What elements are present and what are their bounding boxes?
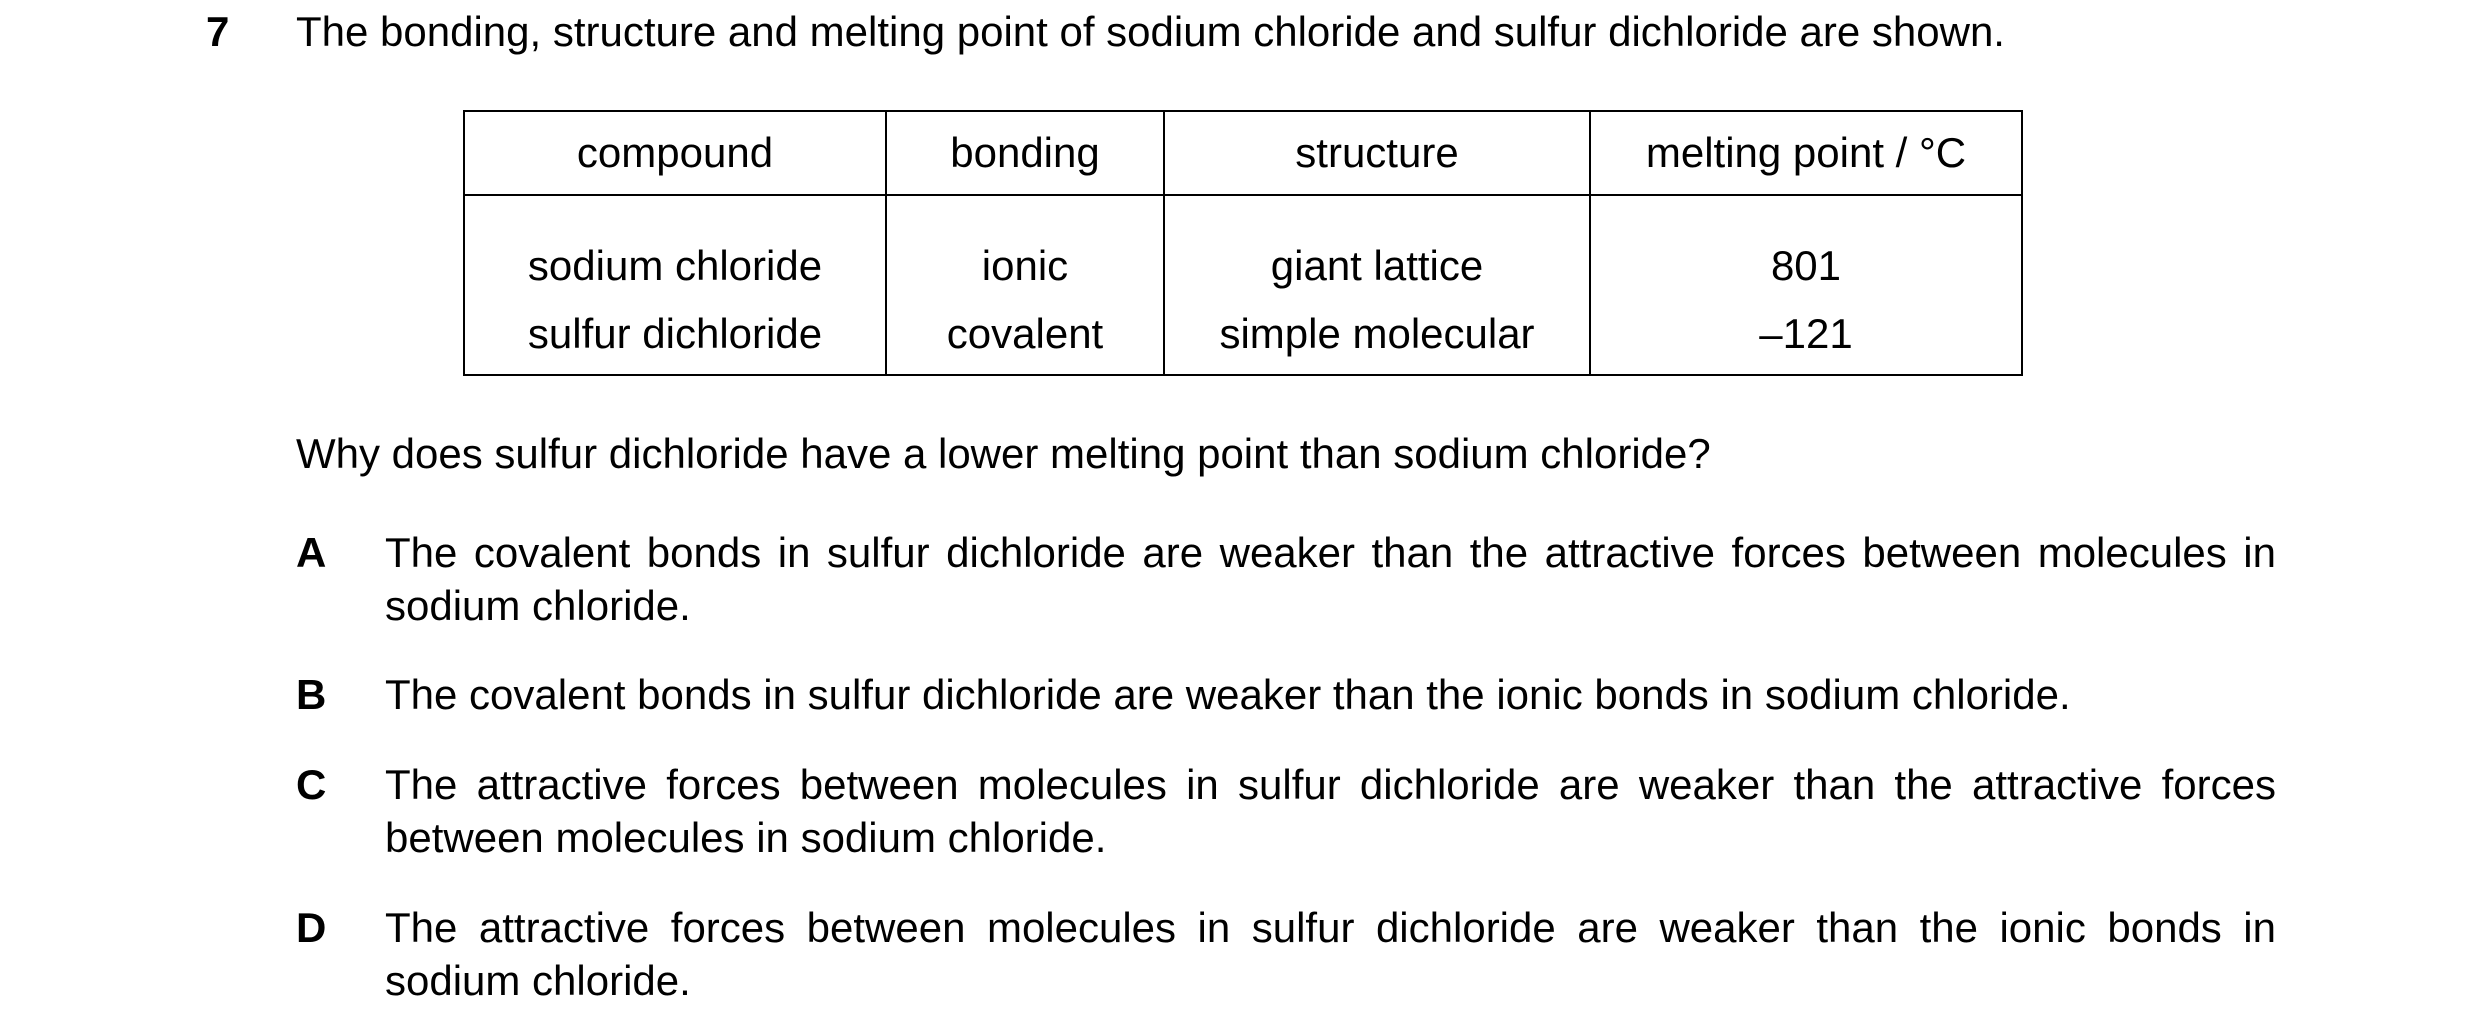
cell-structure: simple molecular bbox=[1164, 294, 1590, 375]
cell-bonding: ionic bbox=[886, 195, 1164, 294]
option-text: The attractive forces between molecules in sulfur dichloride are weaker than the ionic bonds in sodium chloride. bbox=[385, 904, 2276, 1004]
data-table bbox=[463, 110, 2023, 376]
table-header-row bbox=[464, 111, 2022, 195]
cell-melting-point: 801 bbox=[1590, 195, 2022, 294]
table-row bbox=[464, 294, 2022, 375]
question-prompt: Why does sulfur dichloride have a lower melting point than sodium chloride? bbox=[296, 430, 1711, 477]
cell-structure: giant lattice bbox=[1164, 195, 1590, 294]
cell-compound: sulfur dichloride bbox=[464, 294, 886, 375]
question-stem: The bonding, structure and melting point of sodium chloride and sulfur dichloride are shown. bbox=[296, 8, 2005, 55]
cell-compound: sodium chloride bbox=[464, 195, 886, 294]
option-text: The attractive forces between molecules in sulfur dichloride are weaker than the attractive forces between molecules in sodium chloride. bbox=[385, 761, 2276, 861]
table-row bbox=[464, 195, 2022, 294]
header-melting-point: melting point / °C bbox=[1590, 111, 2022, 195]
header-bonding: bonding bbox=[886, 111, 1164, 195]
option-letter: D bbox=[296, 904, 327, 951]
cell-bonding: covalent bbox=[886, 294, 1164, 375]
question-number: 7 bbox=[206, 8, 230, 55]
option-letter: A bbox=[296, 529, 327, 576]
option-text: The covalent bonds in sulfur dichloride are weaker than the attractive forces between molecules in sodium chloride. bbox=[385, 529, 2276, 629]
header-compound: compound bbox=[464, 111, 886, 195]
option-text: The covalent bonds in sulfur dichloride are weaker than the ionic bonds in sodium chloride. bbox=[385, 671, 2071, 718]
cell-melting-point: –121 bbox=[1590, 294, 2022, 375]
header-structure: structure bbox=[1164, 111, 1590, 195]
option-letter: C bbox=[296, 761, 327, 808]
option-letter: B bbox=[296, 671, 327, 718]
